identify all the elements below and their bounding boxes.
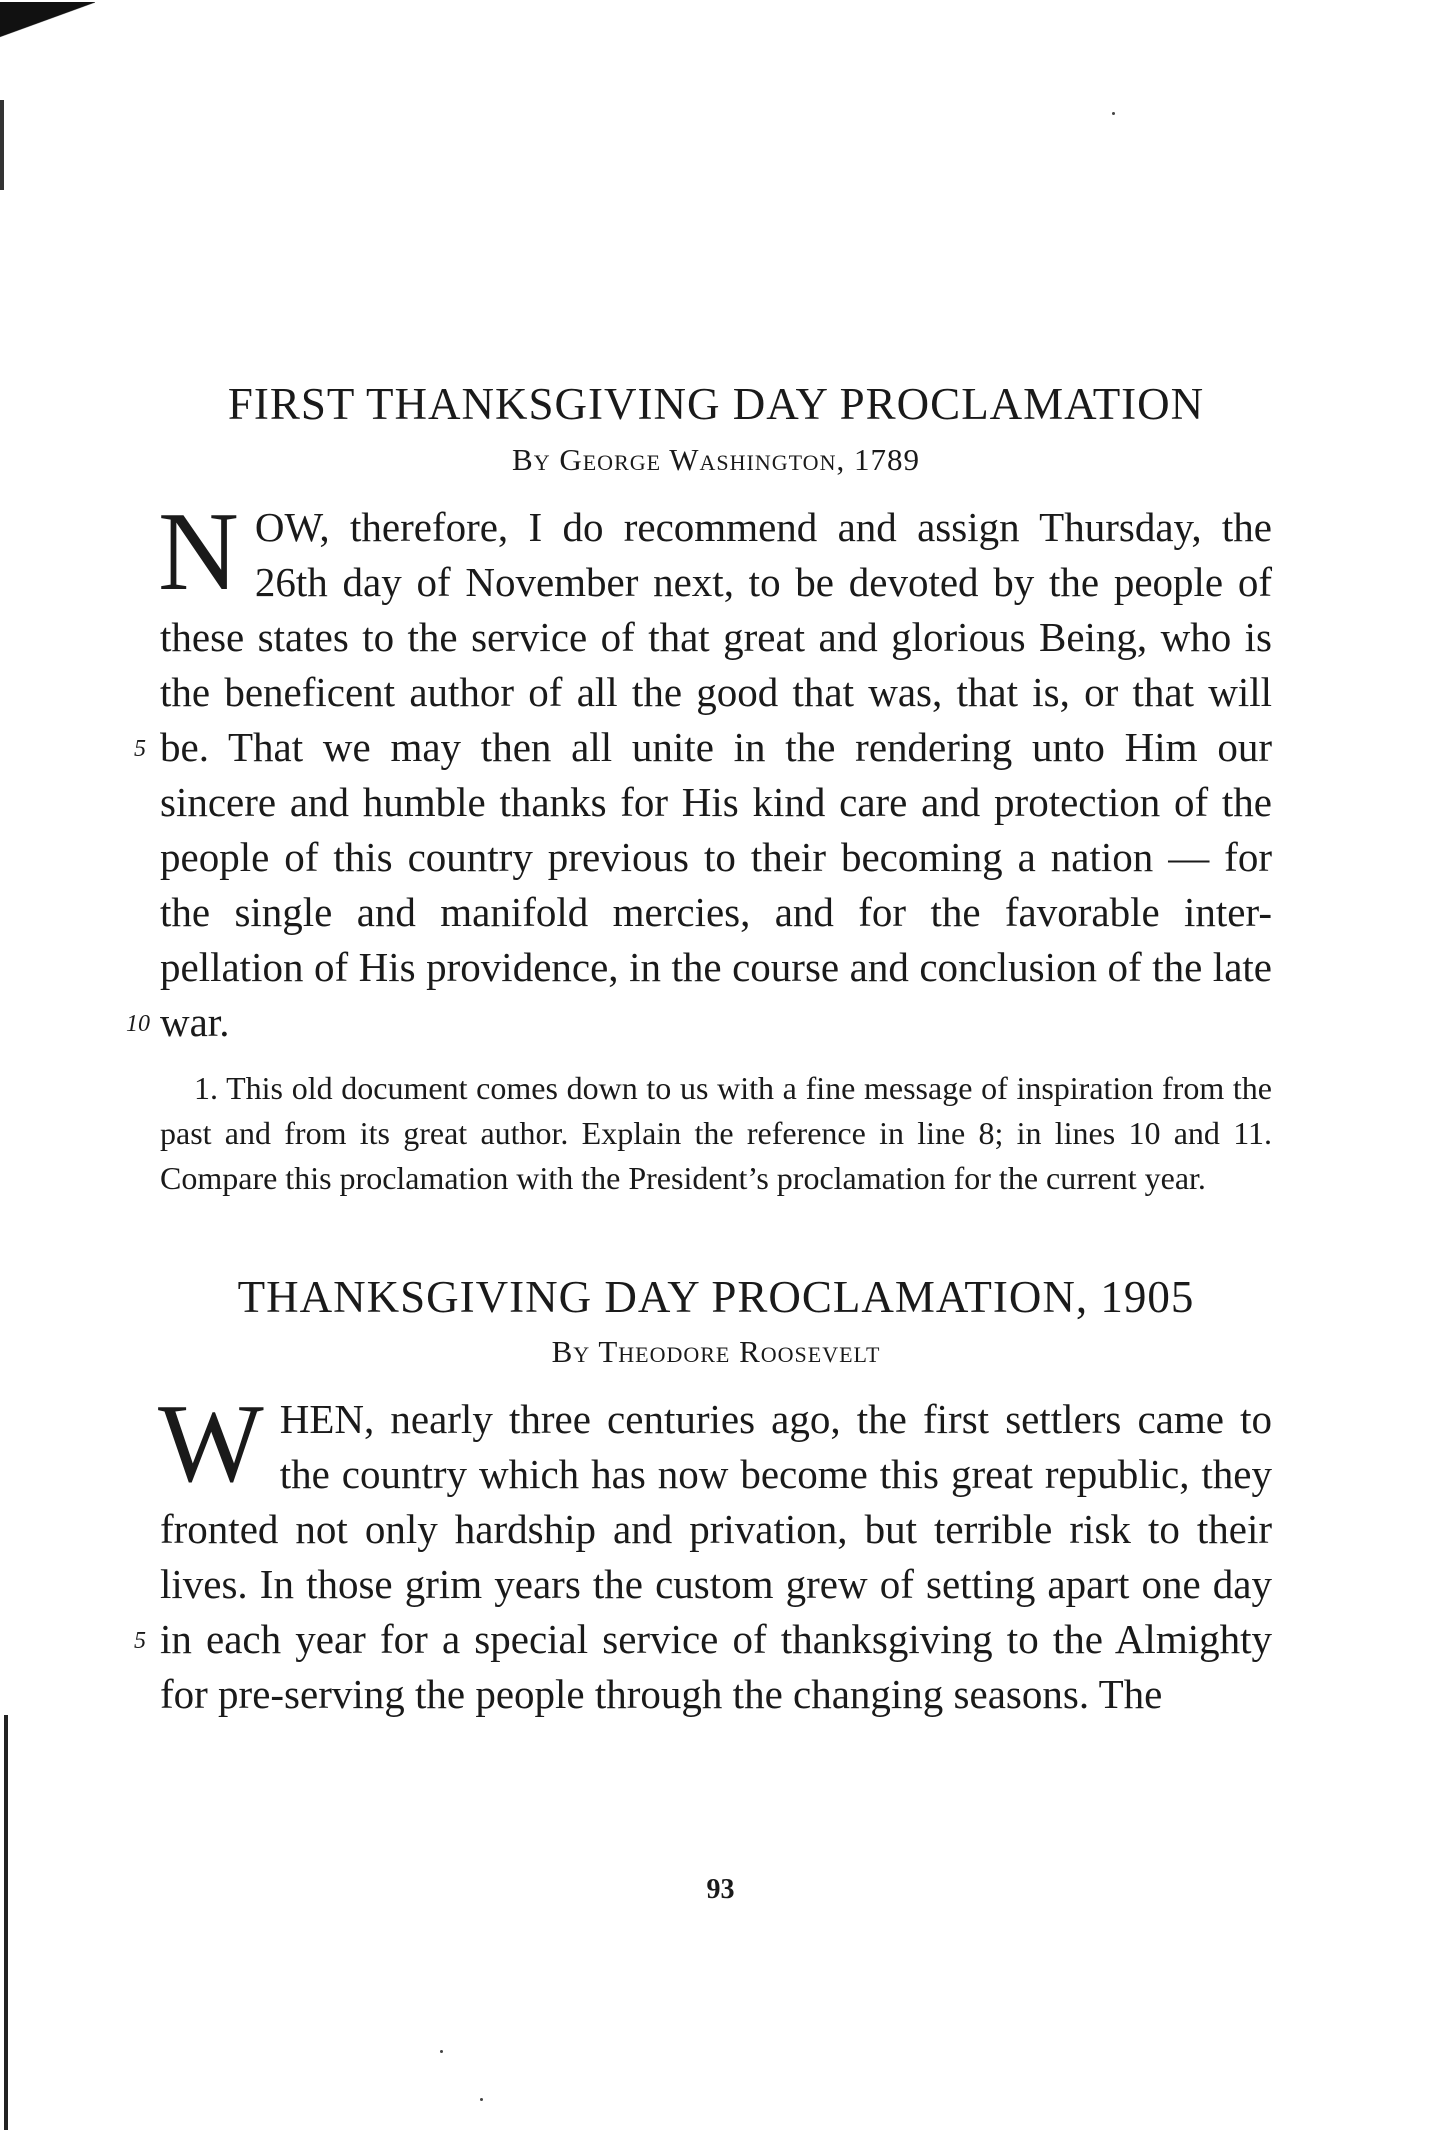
scan-binding-edge-top	[0, 100, 4, 190]
section-title: THANKSGIVING DAY PROCLAMATION, 1905	[237, 1271, 1195, 1322]
section-title: FIRST THANKSGIVING DAY PROCLAMATION	[227, 379, 1205, 429]
proclamation-body	[134, 1382, 1272, 1722]
body-text: HEN, nearly three centuries ago, the first settlers came to the country which has now become this great republic, they fronted not only hardship and privation, but terrible risk to their lives. In those grim years the custom grew of setting apart one day in each year for a special service of thanksgiving to the Almighty for pre-serving the people through the changing seasons. The	[160, 1396, 1272, 1717]
section-byline: By George Washington, 1789	[512, 441, 920, 477]
washington-proclamation	[126, 379, 1272, 1201]
page-content	[126, 379, 1272, 1722]
scan-speck	[480, 2098, 483, 2101]
page-number: 93	[706, 1874, 735, 1905]
scan-binding-edge-bottom	[4, 1715, 8, 2130]
proclamation-body	[126, 489, 1272, 1050]
scan-speck	[440, 2050, 443, 2053]
scan-corner-artifact	[0, 2, 95, 54]
study-note: 1. This old document comes down to us with a fine message of inspiration from the past and from its great author. Explain the reference in line 8; in lines 10 and 11. Compare this proclamation with the President’s proclamation for the current year.	[160, 1069, 1272, 1196]
drop-cap: N	[158, 489, 239, 614]
roosevelt-proclamation	[134, 1271, 1272, 1723]
line-number: 10	[126, 1010, 150, 1037]
line-number: 5	[134, 1628, 146, 1654]
line-number: 5	[134, 735, 146, 762]
drop-cap: W	[158, 1382, 264, 1506]
scan-speck	[1112, 112, 1115, 115]
body-text: OW, therefore, I do recommend and assign Thursday, the 26th day of November next, to be devoted by the people of these states to the service of that great and glorious Being, who is the beneficent author of all the good that was, that is, or that will be. That we may then all unite in the rendering unto Him our sincere and humble thanks for His kind care and protection of the people of this country previous to their becoming a nation — for the single and manifold mercies, and for the favorable inter-pellation of His providence, in the course and conclusion of the late war.	[160, 503, 1272, 1045]
section-byline: By Theodore Roosevelt	[551, 1334, 881, 1369]
